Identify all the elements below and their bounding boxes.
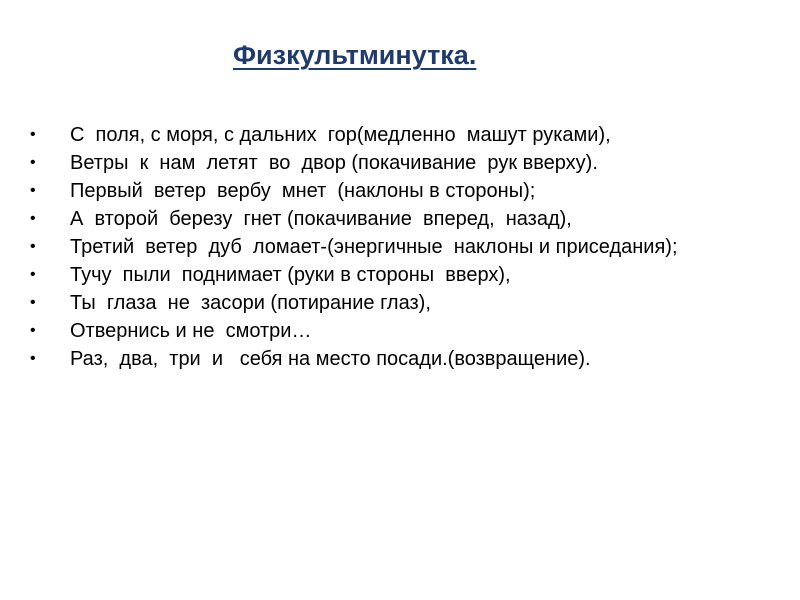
list-item-text: Ты глаза не засори (потирание глаз),: [70, 292, 431, 314]
bullet-icon: •: [30, 294, 36, 311]
bullet-icon: •: [30, 350, 36, 367]
list-item-text: Раз, два, три и себя на место посади.(возвращение).: [70, 348, 591, 370]
list-item: [30, 180, 750, 202]
list-item-text: А второй березу гнет (покачивание вперед, назад),: [70, 208, 572, 230]
list-item: [30, 236, 750, 258]
list-item-text: С поля, с моря, с дальних гор(медленно машут руками),: [70, 124, 611, 146]
list-item-text: Отвернись и не смотри…: [70, 320, 312, 342]
list-item-text: Первый ветер вербу мнет (наклоны в стороны);: [70, 180, 536, 202]
bullet-icon: •: [30, 210, 36, 227]
bullet-icon: •: [30, 266, 36, 283]
list-item: [30, 124, 750, 146]
bullet-list: [30, 124, 750, 376]
list-item: [30, 292, 750, 314]
list-item: [30, 152, 750, 174]
list-item-text: Ветры к нам летят во двор (покачивание рук вверху).: [70, 152, 598, 174]
bullet-icon: •: [30, 238, 36, 255]
list-item: [30, 208, 750, 230]
bullet-icon: •: [30, 322, 36, 339]
list-item: [30, 348, 750, 370]
slide-title: Физкультминутка.: [233, 40, 477, 70]
list-item: [30, 320, 750, 342]
list-item-text: Тучу пыли поднимает (руки в стороны вверх),: [70, 264, 511, 286]
list-item-text: Третий ветер дуб ломает-(энергичные наклоны и приседания);: [70, 236, 678, 258]
bullet-icon: •: [30, 154, 36, 171]
bullet-icon: •: [30, 126, 36, 143]
list-item: [30, 264, 750, 286]
bullet-icon: •: [30, 182, 36, 199]
